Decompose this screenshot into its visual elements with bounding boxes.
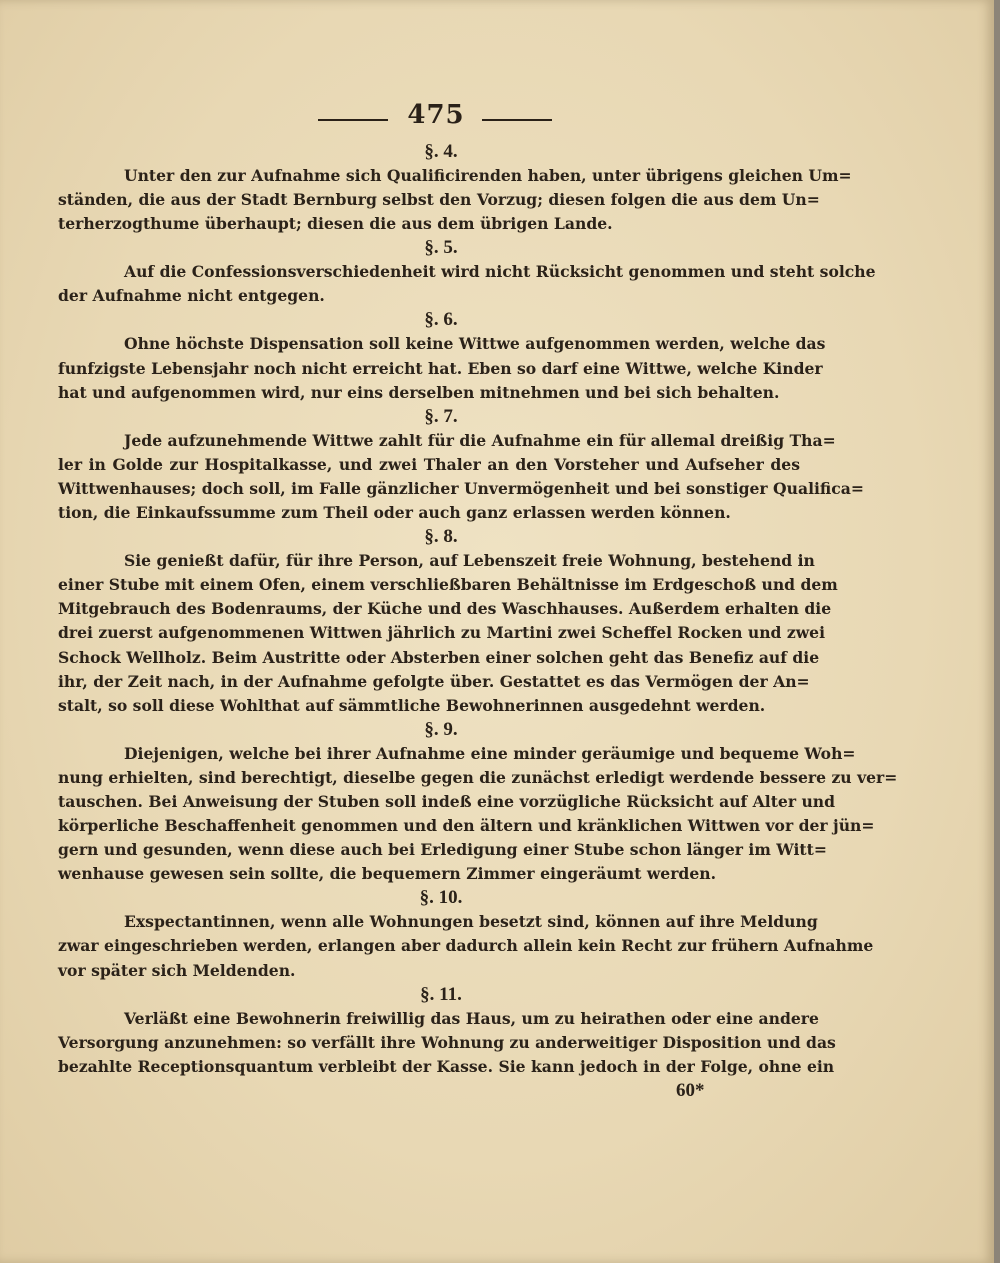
text-line: gern und gesunden, wenn diese auch bei Erledigung einer Stube schon länger im Witt=	[58, 840, 827, 860]
text-line: tion, die Einkaufssumme zum Theil oder auch ganz erlassen werden können.	[58, 503, 731, 523]
section-heading: §. 9.	[424, 718, 458, 740]
text-line: einer Stube mit einem Ofen, einem verschließbaren Behältnisse im Erdgeschoß und dem	[58, 575, 838, 595]
text-line: drei zuerst aufgenommenen Wittwen jährlich zu Martini zwei Scheffel Rocken und zwei	[58, 623, 826, 643]
text-line: ständen, die aus der Stadt Bernburg selbst den Vorzug; diesen folgen die aus dem Un=	[58, 190, 820, 210]
page-edge	[994, 0, 1000, 1263]
section-heading: §. 6.	[424, 309, 458, 331]
header-rule-right	[482, 119, 552, 121]
text-line: der Aufnahme nicht entgegen.	[58, 286, 325, 306]
section	[58, 718, 898, 887]
section-heading: §. 10.	[419, 887, 463, 909]
text-line: Auf die Confessionsverschiedenheit wird nicht Rücksicht genommen und steht solche	[124, 262, 876, 282]
page-number: 475	[407, 100, 465, 130]
text-line: hat und aufgenommen wird, nur eins derselben mitnehmen und bei sich behalten.	[58, 382, 780, 402]
text-line: funfzigste Lebensjahr noch nicht erreicht hat. Eben so darf eine Wittwe, welche Kinder	[58, 358, 823, 378]
text-line: Exspectantinnen, wenn alle Wohnungen besetzt sind, können auf ihre Meldung	[124, 912, 818, 932]
text-line: wenhause gewesen sein sollte, die bequemern Zimmer eingeräumt werden.	[58, 864, 717, 884]
section	[58, 983, 836, 1079]
section-heading: §. 5.	[424, 237, 458, 259]
text-line: ler in Golde zur Hospitalkasse, und zwei Thaler an den Vorsteher und Aufseher des	[58, 454, 800, 474]
text-line: Mitgebrauch des Bodenraums, der Küche und des Waschhauses. Außerdem erhalten die	[58, 599, 832, 619]
text-line: bezahlte Receptionsquantum verbleibt der Kasse. Sie kann jedoch in der Folge, ohne ein	[58, 1056, 835, 1076]
text-line: zwar eingeschrieben werden, erlangen aber dadurch allein kein Recht zur frühern Aufnahme	[58, 936, 874, 956]
section-heading: §. 4.	[424, 141, 458, 162]
text-line: terherzogthume überhaupt; diesen die aus dem übrigen Lande.	[58, 214, 613, 234]
section	[58, 525, 838, 718]
header-rule-left	[318, 119, 388, 121]
section-heading: §. 7.	[424, 405, 458, 427]
section	[58, 886, 874, 982]
text-line: ihr, der Zeit nach, in der Aufnahme gefolgte über. Gestattet es das Vermögen der An=	[58, 671, 810, 691]
body-text	[58, 140, 898, 1079]
text-line: Wittwenhauses; doch soll, im Falle gänzlicher Unvermögenheit und bei sonstiger Qualifica=	[58, 478, 864, 498]
text-line: Schock Wellholz. Beim Austritte oder Absterben einer solchen geht das Benefiz auf die	[58, 647, 820, 667]
section	[58, 405, 864, 525]
text-line: vor später sich Meldenden.	[58, 960, 296, 980]
text-line: Sie genießt dafür, für ihre Person, auf Lebenszeit freie Wohnung, bestehend in	[124, 551, 815, 571]
text-line: nung erhielten, sind berechtigt, dieselbe gegen die zunächst erledigt werdende bessere zu ver=	[58, 767, 898, 787]
section	[58, 140, 852, 236]
section-heading: §. 8.	[424, 526, 458, 548]
text-line: Diejenigen, welche bei ihrer Aufnahme eine minder geräumige und bequeme Woh=	[124, 743, 856, 763]
text-line: körperliche Beschaffenheit genommen und den ältern und kränklichen Wittwen vor der jün=	[58, 816, 875, 836]
text-line: stalt, so soll diese Wohlthat auf sämmtliche Bewohnerinnen ausgedehnt werden.	[58, 695, 766, 715]
section	[58, 236, 876, 308]
text-line: Verläßt eine Bewohnerin freiwillig das Haus, um zu heirathen oder eine andere	[124, 1008, 819, 1028]
text-line: Versorgung anzunehmen: so verfällt ihre Wohnung zu anderweitiger Disposition und das	[58, 1032, 836, 1052]
text-line: tauschen. Bei Anweisung der Stuben soll indeß eine vorzügliche Rücksicht auf Alter und	[58, 791, 836, 811]
text-line: Unter den zur Aufnahme sich Qualificirenden haben, unter übrigens gleichen Um=	[124, 166, 852, 185]
section	[58, 308, 826, 404]
text-line: Ohne höchste Dispensation soll keine Wittwe aufgenommen werden, welche das	[124, 334, 826, 354]
signature-mark: 60*	[676, 1080, 705, 1101]
page-header	[0, 100, 994, 136]
text-line: Jede aufzunehmende Wittwe zahlt für die Aufnahme ein für allemal dreißig Tha=	[124, 430, 836, 450]
section-heading: §. 11.	[420, 983, 462, 1005]
